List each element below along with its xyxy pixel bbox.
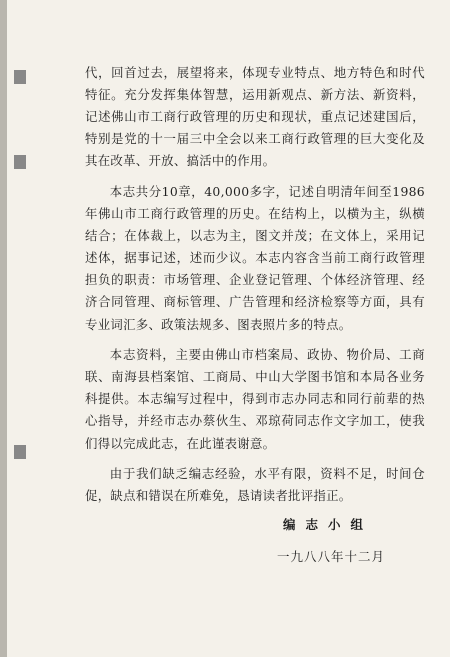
binding-hole-mark bbox=[14, 445, 26, 459]
binding-hole-mark bbox=[14, 155, 26, 169]
paragraph-acknowledgements: 本志资料，主要由佛山市档案局、政协、物价局、工商联、南海县档案馆、工商局、中山大学图书馆和本局各业务科提供。本志编写过程中，得到市志办同志和同行前辈的热心指导，并经市志办蔡伙生、邓琼荷同志作文字加工，使我们得以完成此志，在此谨表谢意。 bbox=[85, 347, 425, 451]
signature-name: 编志小组 bbox=[283, 517, 374, 532]
signature-block bbox=[277, 515, 437, 565]
binding-hole-mark bbox=[14, 70, 26, 84]
signature-date: 一九八八年十二月 bbox=[277, 549, 386, 564]
preface-body bbox=[85, 62, 425, 516]
paragraph-apology: 由于我们缺乏编志经验，水平有限，资料不足，时间仓促，缺点和错误在所难免，恳请读者批评指正。 bbox=[85, 466, 425, 504]
paragraph-structure: 本志共分10章，40,000多字，记述自明清年间至1986年佛山市工商行政管理的历史。在结构上，以横为主，纵横结合；在体裁上，以志为主，图文并茂；在文体上，采用记述体，据事记述，述而少议。本志内容含当前工商行政管理担负的职责：市场管理、企业登记管理、个体经济管理、经济合同管理、商标管理、广告管理和经济检察等方面，具有专业词汇多、政策法规多、图表照片多的特点。 bbox=[85, 183, 425, 332]
paragraph-continued: 代，回首过去，展望将来，体现专业特点、地方特色和时代特征。充分发挥集体智慧，运用新观点、新方法、新资料，记述佛山市工商行政管理的历史和现状，重点记述建国后，特别是党的十一届三中全会以来工商行政管理的巨大变化及其在改革、开放、搞活中的作用。 bbox=[85, 65, 425, 169]
